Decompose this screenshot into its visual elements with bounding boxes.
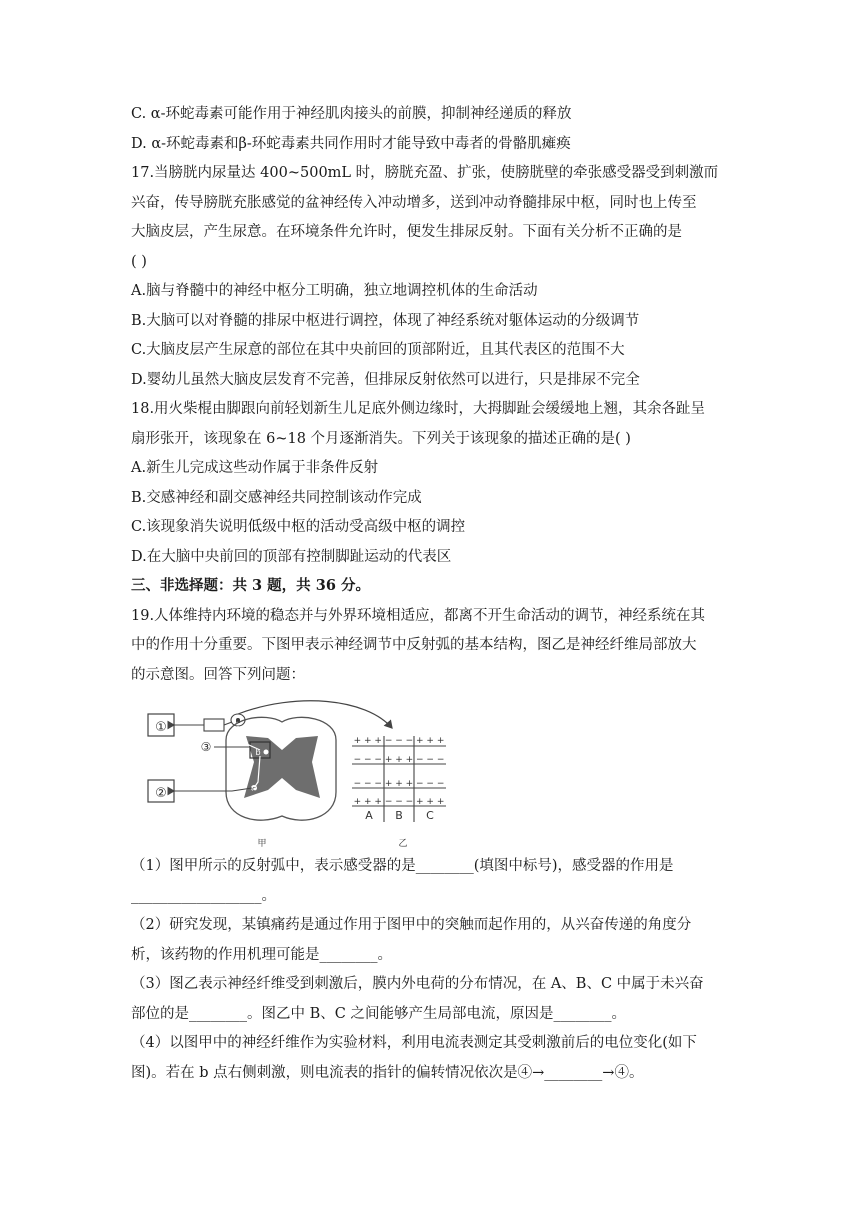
- question-19-line-3: 的示意图。回答下列问题：: [131, 667, 305, 683]
- caption-jia: 甲: [257, 839, 267, 849]
- sub-question-4-line-1: （4）以图甲中的神经纤维作为实验材料，利用电流表测定其受刺激前后的电位变化(如下: [131, 1035, 697, 1051]
- answer-bracket-17: ( ): [131, 254, 147, 270]
- point-c: c: [252, 785, 256, 793]
- region-b-label: B: [395, 809, 403, 822]
- option-c-18: C.该现象消失说明低级中枢的活动受高级中枢的调控: [131, 519, 466, 535]
- question-17-line-1: 17.当膀胱内尿量达 400~500mL 时，膀胱充盈、扩张，使膀胱壁的牵张感受器受到刺激而: [131, 165, 719, 181]
- nerve-segment: [204, 719, 224, 731]
- option-b-18: B.交感神经和副交感神经共同控制该动作完成: [131, 490, 422, 506]
- sub-question-3-line-1: （3）图乙表示神经纤维受到刺激后，膜内外电荷的分布情况，在 A、B、C 中属于未兴奋: [131, 976, 704, 992]
- sub-question-2-line-1: （2）研究发现，某镇痛药是通过作用于图甲中的突触而起作用的，从兴奋传递的角度分: [131, 917, 692, 933]
- sub-question-2-line-2: 析，该药物的作用机理可能是________。: [131, 947, 392, 963]
- marker-2: ②: [155, 786, 167, 801]
- option-a-18: A.新生儿完成这些动作属于非条件反射: [131, 460, 379, 476]
- sub-question-1-line-1: （1）图甲所示的反射弧中，表示感受器的是________(填图中标号)，感受器的作用是: [131, 858, 674, 874]
- reflex-arc-figure: [146, 700, 451, 852]
- question-17-line-3: 大脑皮层，产生尿意。在环境条件允许时，便发生排尿反射。下面有关分析不正确的是: [131, 224, 682, 240]
- point-a: a: [235, 716, 241, 725]
- section-heading: 三、非选择题：共 3 题，共 36 分。: [131, 577, 370, 594]
- zoom-arrow: [235, 701, 392, 728]
- question-19-line-2: 中的作用十分重要。下图甲表示神经调节中反射弧的基本结构，图乙是神经纤维局部放大: [131, 637, 697, 653]
- sub-question-3-line-2: 部位的是________。图乙中 B、C 之间能够产生局部电流，原因是________。: [131, 1006, 626, 1022]
- point-b: b: [255, 748, 261, 757]
- region-a-label: A: [365, 809, 373, 822]
- option-d-17: D.婴幼儿虽然大脑皮层发育不完善，但排尿反射依然可以进行，只是排尿不完全: [131, 372, 640, 388]
- region-c-label: C: [426, 809, 434, 822]
- charge-row-1: + + + − − − + + +: [353, 736, 445, 746]
- charge-row-3: − − − + + + − − −: [353, 779, 445, 789]
- marker-3: ③: [200, 740, 212, 754]
- option-a-17: A.脑与脊髓中的神经中枢分工明确，独立地调控机体的生命活动: [131, 283, 538, 299]
- option-d-16: D. α-环蛇毒素和β-环蛇毒素共同作用时才能导致中毒者的骨骼肌瘫痪: [131, 136, 571, 152]
- option-b-17: B.大脑可以对脊髓的排尿中枢进行调控，体现了神经系统对躯体运动的分级调节: [131, 313, 640, 329]
- sub-question-1-line-2: __________________。: [131, 888, 276, 904]
- question-18-line-2: 扇形张开，该现象在 6~18 个月逐渐消失。下列关于该现象的描述正确的是( ): [131, 431, 631, 447]
- option-d-18: D.在大脑中央前回的顶部有控制脚趾运动的代表区: [131, 549, 452, 565]
- option-c-16: C. α-环蛇毒素可能作用于神经肌肉接头的前膜，抑制神经递质的释放: [131, 106, 572, 122]
- question-17-line-2: 兴奋，传导膀胱充胀感觉的盆神经传入冲动增多，送到冲动脊髓排尿中枢，同时也上传至: [131, 195, 697, 211]
- sub-question-4-line-2: 图)。若在 b 点右侧刺激，则电流表的指针的偏转情况依次是④→________→④。: [131, 1065, 644, 1081]
- marker-1: ①: [155, 720, 167, 735]
- charge-row-4: + + + − − − + + +: [353, 797, 445, 807]
- charge-row-2: − − − + + + − − −: [353, 755, 445, 765]
- option-c-17: C.大脑皮层产生尿意的部位在其中央前回的顶部附近，且其代表区的范围不大: [131, 342, 625, 358]
- question-19-line-1: 19.人体维持内环境的稳态并与外界环境相适应，都离不开生命活动的调节，神经系统在其: [131, 608, 706, 624]
- caption-yi: 乙: [398, 839, 408, 849]
- question-18-line-1: 18.用火柴棍由脚跟向前轻划新生儿足底外侧边缘时，大拇脚趾会缓缓地上翘，其余各趾呈: [131, 401, 706, 417]
